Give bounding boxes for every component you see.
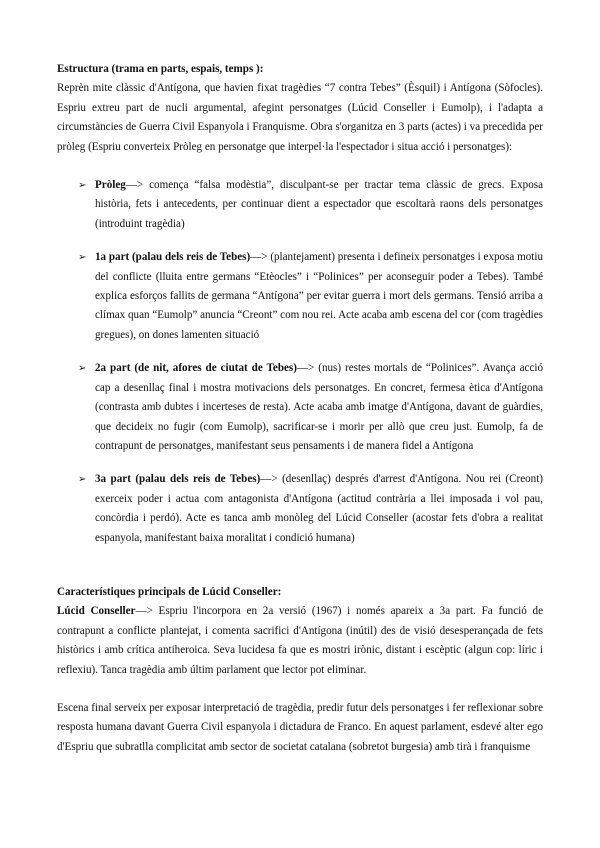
list-item-label: 3a part (palau dels reis de Tebes) — [95, 473, 261, 486]
section-lucid-conseller — [57, 583, 543, 757]
section-estructura — [57, 60, 543, 548]
document-body — [57, 60, 543, 757]
section-heading-estructura: Estructura (trama en parts, espais, temps ): — [57, 63, 264, 75]
list-item — [57, 176, 543, 234]
paragraph-estructura-intro: Reprèn mite clàssic d'Antígona, que havien fixat tragèdies “7 contra Tebes” (Èsquil) i Antígona (Sòfocles). Espriu extreu part de nucli argumental, afegint personatges (Lúcid Conseller i Eumolp), i l'adapta a circumstàncies de Guerra Civil Espanyola i Franquisme. Obra s'organitza en 3 parts (actes) i va precedida per pròleg (Espriu converteix Pròleg en personatge que interpel·la l'espectador i situa acció i personatges): — [57, 82, 543, 153]
list-item-text — [95, 248, 543, 345]
list-item-body: (plantejament) presenta i defineix personatges i exposa motiu del conflicte (lluita entre germans “Etèocles” i “Polinices” per aconseguir poder a Tebes). També explica esforços fallits de germana “Antígona” per evitar guerra i mort dels germans. Tensió arriba a clímax quan “Eumolp” anuncia “Creont” com nou rei. Acte acaba amb escena del cor (com tragèdies gregues), on dones lamenten situació — [95, 251, 543, 341]
section-heading-lucid-conseller: Característiques principals de Lúcid Conseller: — [57, 585, 282, 598]
spacer — [57, 680, 543, 699]
arrow-glyph: —> — [296, 362, 315, 375]
arrow-bullet-icon: ➢ — [78, 252, 87, 264]
arrow-bullet-icon: ➢ — [78, 474, 87, 486]
structure-bullet-list — [57, 176, 543, 548]
arrow-glyph: —> — [250, 251, 268, 264]
spacer — [57, 157, 543, 176]
list-item-text — [95, 176, 543, 234]
arrow-glyph: —> — [135, 605, 153, 618]
arrow-glyph: —> — [260, 473, 278, 486]
list-item-body: (nus) restes mortals de “Polinices”. Avança acció cap a desenllaç final i mostra motivacions dels personatges. En concret, fermesa ètica d'Antígona (contrasta amb dubtes i incerteses de resta). Acte acaba amb imatge d'Antígona, davant de guàrdies, que decideix no fugir (com Eumolp), sacrificar-se i morir per allò que creu just. Eumolp, fa de contrapunt de personatges, manifestant seus pensaments i de manera fidel a Antígona — [95, 362, 544, 452]
list-item — [57, 470, 543, 548]
list-item-text — [95, 470, 543, 548]
list-item-label: Pròleg — [95, 179, 126, 192]
list-item — [57, 248, 543, 345]
list-item-body: comença “falsa modèstia”, disculpant-se per tractar tema clàssic de grecs. Exposa història, fets i antecedents, per continuar dient a espectador que escoltarà raons dels personatges (introduint tragèdia) — [95, 179, 543, 230]
list-item — [57, 359, 543, 456]
paragraph-lucid-conseller — [57, 602, 543, 680]
paragraph-lead-in-label: Lúcid Conseller — [57, 605, 136, 618]
paragraph-body: Espriu l'incorpora en 2a versió (1967) i només apareix a 3a part. Fa funció de contrapunt a conflicte plantejat, i comenta sacrifici d'Antígona (inútil) des de visió desesperançada de fets històrics i amb crítica antiheroica. Seva lucidesa fa que es mostri irònic, distant i escèptic (algun cop: líric i reflexiu). Tanca tragèdia amb últim parlament que lector pot eliminar. — [57, 605, 543, 676]
list-item-label: 1a part (palau dels reis de Tebes) — [95, 251, 251, 264]
list-item-label: 2a part (de nit, afores de ciutat de Tebes) — [95, 362, 297, 375]
list-item-text — [95, 359, 543, 456]
spacer — [57, 567, 543, 583]
arrow-bullet-icon: ➢ — [78, 180, 87, 192]
list-item-body: (desenllaç) després d'arrest d'Antígona. Nou rei (Creont) exerceix poder i actua com antagonista d'Antígona (actitud contrària a llei imposada i vol pau, concòrdia i perdó). Acte es tanca amb monòleg del Lúcid Conseller (acostar fets d'obra a realitat espanyola, manifestant baixa moralitat i condició humana) — [95, 473, 543, 544]
arrow-bullet-icon: ➢ — [78, 363, 87, 375]
spacer — [57, 548, 543, 567]
arrow-glyph: —> — [125, 179, 144, 192]
paragraph-escena-final: Escena final serveix per exposar interpretació de tragèdia, predir futur dels personatges i fer reflexionar sobre resposta humana davant Guerra Civil espanyola i dictadura de Franco. En aquest parlament, esdevé alter ego d'Espriu que subratlla complicitat amb sector de societat catalana (sobretot burgesia) amb tirà i franquisme — [57, 701, 543, 753]
